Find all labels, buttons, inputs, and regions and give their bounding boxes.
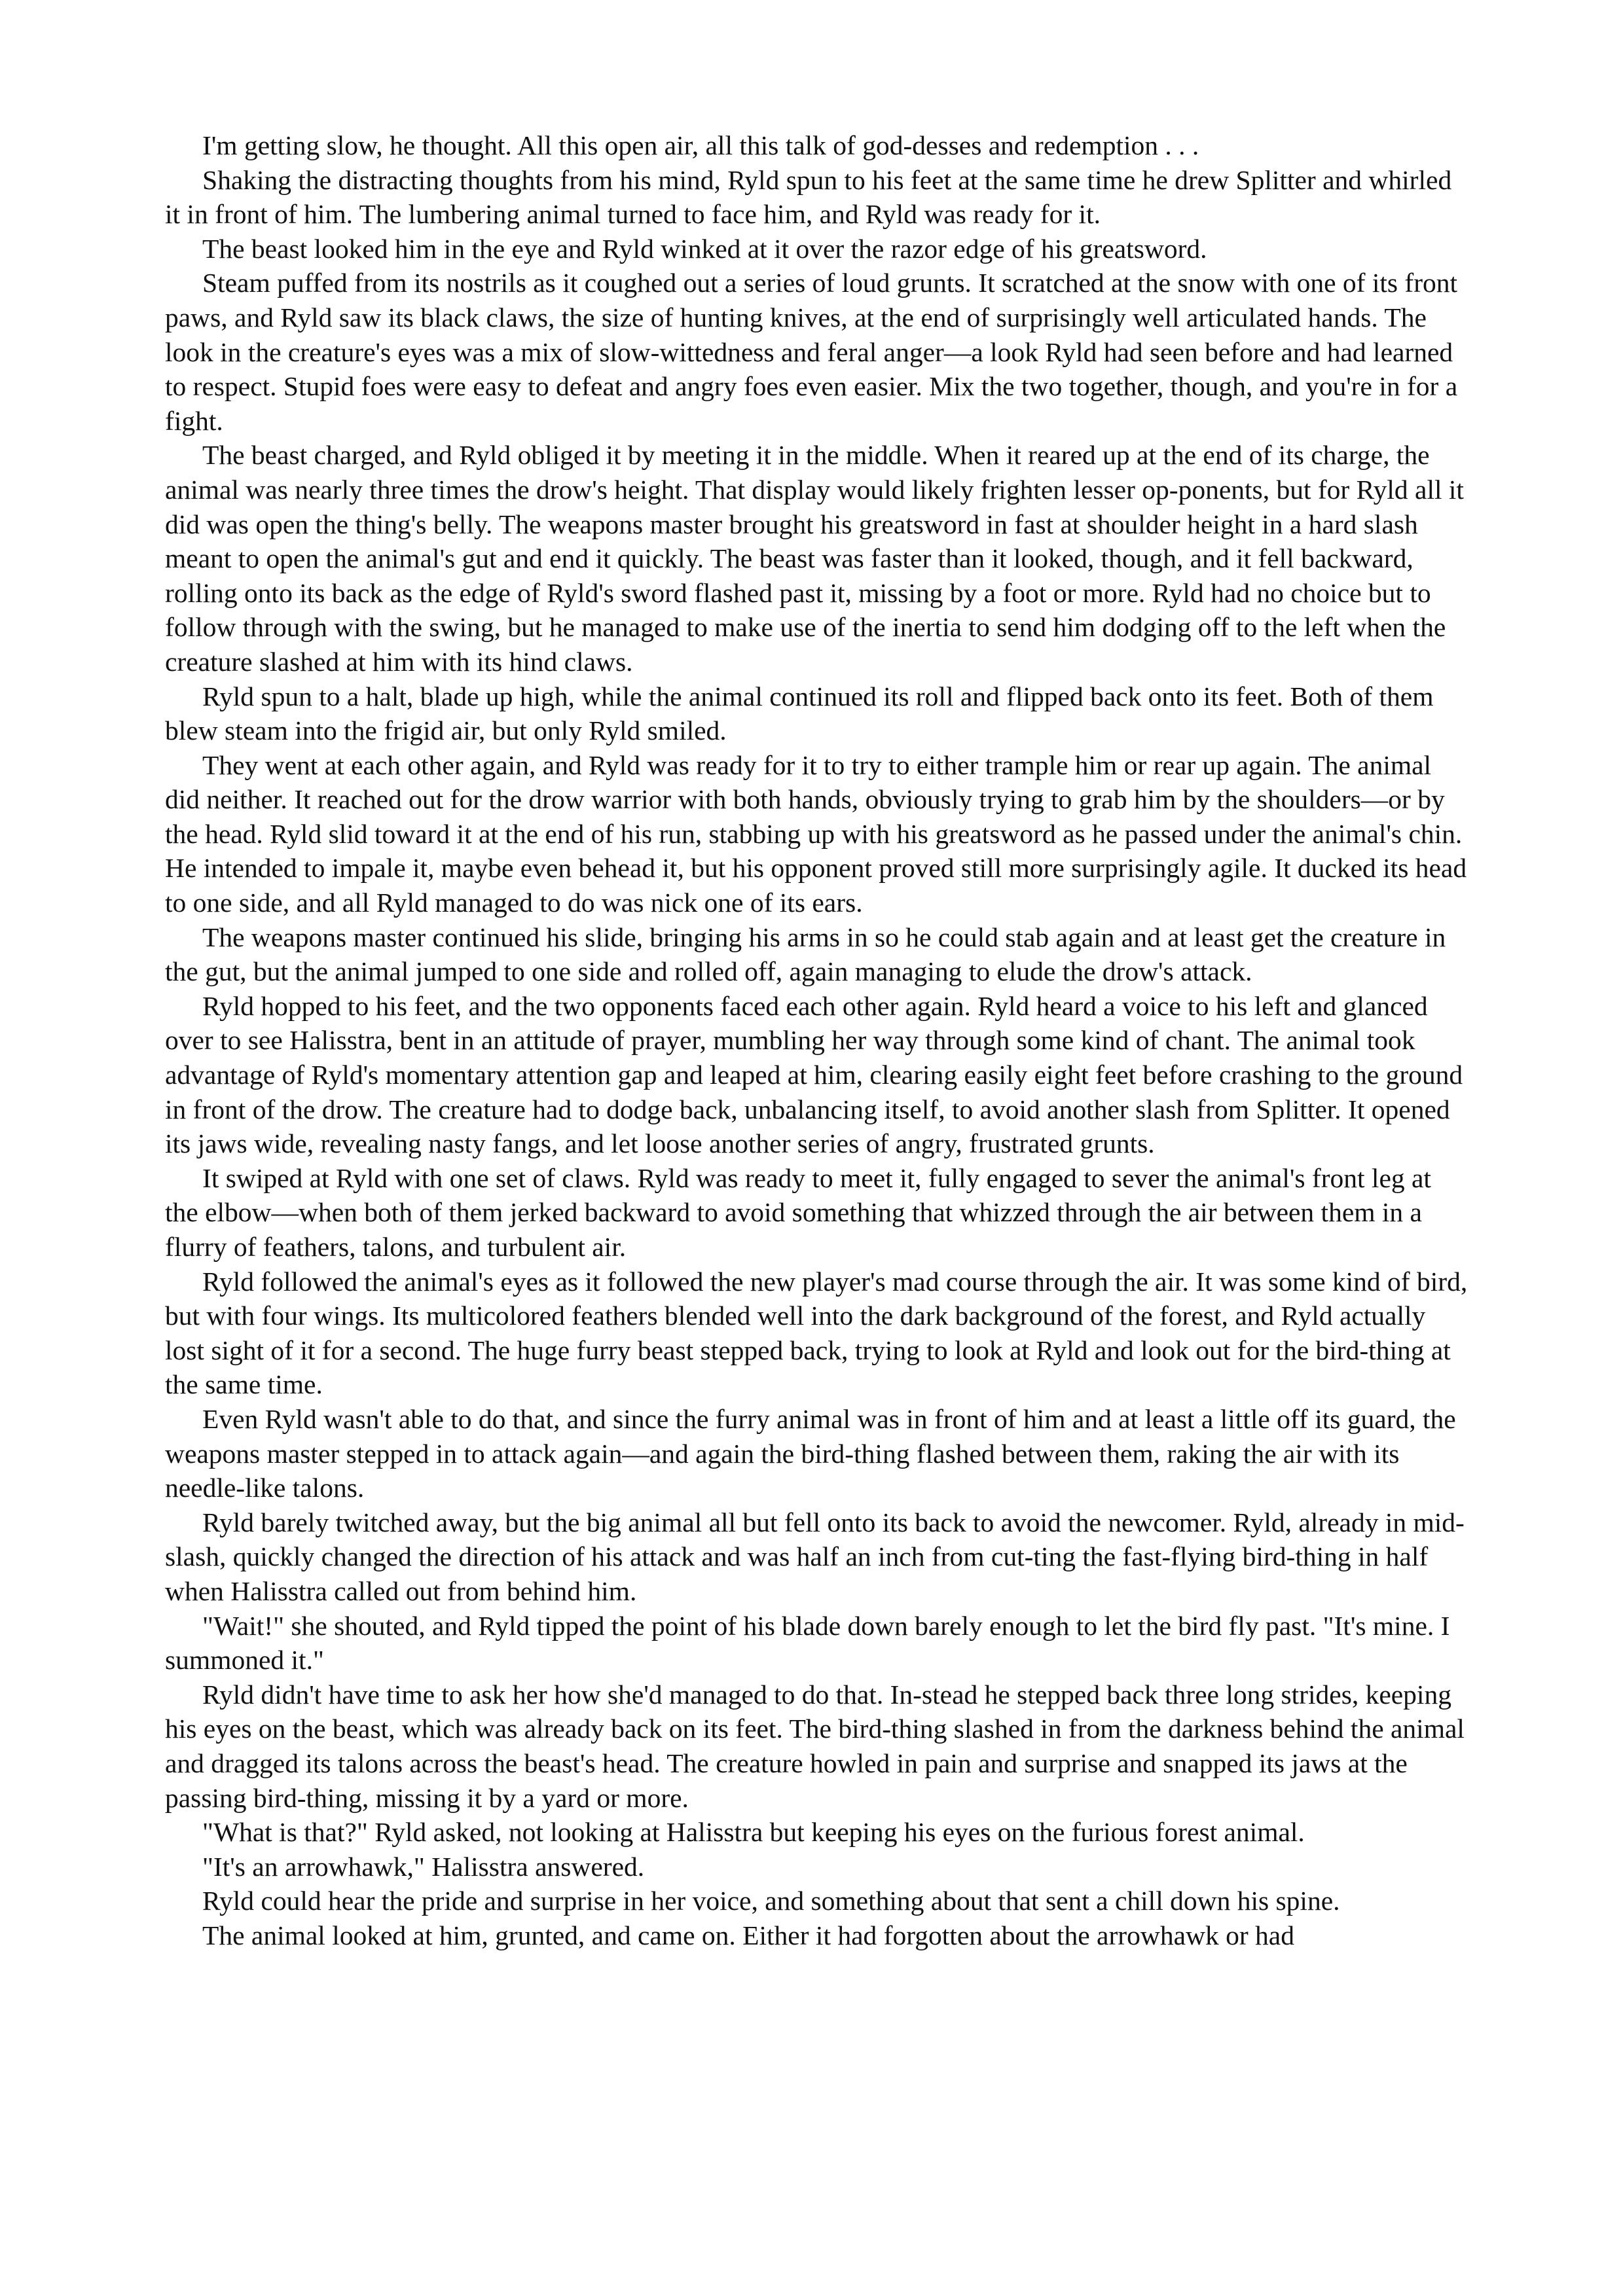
paragraph-12: Even Ryld wasn't able to do that, and since the furry animal was in front of him and at least a little off its guard, the weapons master stepped in to attack again—and again the bird-thing flashed between them, raking the air with its needle-like talons. — [165, 1403, 1456, 1503]
paragraph-14: "Wait!" she shouted, and Ryld tipped the point of his blade down barely enough to let the bird fly past. "It's mine. I summoned it." — [165, 1610, 1450, 1676]
paragraph-17: "It's an arrowhawk," Halisstra answered. — [202, 1851, 645, 1882]
paragraph-3: The beast looked him in the eye and Ryld winked at it over the razor edge of his greatsword. — [202, 233, 1207, 264]
paragraph-10: It swiped at Ryld with one set of claws. Ryld was ready to meet it, fully engaged to sever the animal's front leg at the elbow—when both of them jerked backward to avoid something that whizzed through the air between them in a flurry of feathers, talons, and turbulent air. — [165, 1162, 1431, 1262]
paragraph-1: I'm getting slow, he thought. All this open air, all this talk of god-desses and redemption . . . — [202, 130, 1199, 160]
paragraph-8: The weapons master continued his slide, bringing his arms in so he could stab again and at least get the creature in the gut, but the animal jumped to one side and rolled off, again managing to elude the drow's attack. — [165, 922, 1446, 987]
paragraph-11: Ryld followed the animal's eyes as it followed the new player's mad course through the air. It was some kind of bird, but with four wings. Its multicolored feathers blended well into the dark background of the forest, and Ryld actually lost sight of it for a second. The huge furry beast stepped back, trying to look at Ryld and look out for the bird-thing at the same time. — [165, 1266, 1468, 1400]
paragraph-9: Ryld hopped to his feet, and the two opponents faced each other again. Ryld heard a voice to his left and glanced over to see Halisstra, bent in an attitude of prayer, mumbling her way through some kind of chant. The animal took advantage of Ryld's momentary attention gap and leaped at him, clearing easily eight feet before crashing to the ground in front of the drow. The creature had to dodge back, unbalancing itself, to avoid another slash from Splitter. It opened its jaws wide, revealing nasty fangs, and let loose another series of angry, frustrated grunts. — [165, 990, 1463, 1159]
book-page — [165, 128, 1468, 1952]
paragraph-19: The animal looked at him, grunted, and came on. Either it had forgotten about the arrowhawk or had — [202, 1920, 1294, 1950]
paragraph-15: Ryld didn't have time to ask her how she'd managed to do that. In-stead he stepped back three long strides, keeping his eyes on the beast, which was already back on its feet. The bird-thing slashed in from the darkness behind the animal and dragged its talons across the beast's head. The creature howled in pain and surprise and snapped its jaws at the passing bird-thing, missing it by a yard or more. — [165, 1679, 1465, 1813]
paragraph-7: They went at each other again, and Ryld was ready for it to try to either trample him or rear up again. The animal did neither. It reached out for the drow warrior with both hands, obviously trying to grab him by the shoulders—or by the head. Ryld slid toward it at the end of his run, stabbing up with his greatsword as he passed under the animal's chin. He intended to impale it, maybe even behead it, but his opponent proved still more surprisingly agile. It ducked its head to one side, and all Ryld managed to do was nick one of its ears. — [165, 749, 1467, 918]
paragraph-16: "What is that?" Ryld asked, not looking at Halisstra but keeping his eyes on the furious forest animal. — [202, 1817, 1305, 1848]
paragraph-13: Ryld barely twitched away, but the big animal all but fell onto its back to avoid the newcomer. Ryld, already in mid-slash, quickly changed the direction of his attack and was half an inch from cut-ting the fast-flying bird-thing in half when Halisstra called out from behind him. — [165, 1507, 1465, 1606]
paragraph-6: Ryld spun to a halt, blade up high, while the animal continued its roll and flipped back onto its feet. Both of them blew steam into the frigid air, but only Ryld smiled. — [165, 681, 1434, 746]
paragraph-18: Ryld could hear the pride and surprise in her voice, and something about that sent a chill down his spine. — [202, 1886, 1340, 1916]
paragraph-5: The beast charged, and Ryld obliged it by meeting it in the middle. When it reared up at the end of its charge, the animal was nearly three times the drow's height. That display would likely frighten lesser op-ponents, but for Ryld all it did was open the thing's belly. The weapons master brought his greatsword in fast at shoulder height in a hard slash meant to open the animal's gut and end it quickly. The beast was faster than it looked, though, and it fell backward, rolling onto its back as the edge of Ryld's sword flashed past it, missing by a foot or more. Ryld had no choice but to follow through with the swing, but he managed to make use of the inertia to send him dodging off to the left when the creature slashed at him with its hind claws. — [165, 440, 1464, 677]
paragraph-2: Shaking the distracting thoughts from his mind, Ryld spun to his feet at the same time he drew Splitter and whirled it in front of him. The lumbering animal turned to face him, and Ryld was ready for it. — [165, 164, 1452, 230]
paragraph-4: Steam puffed from its nostrils as it coughed out a series of loud grunts. It scratched at the snow with one of its front paws, and Ryld saw its black claws, the size of hunting knives, at the end of surprisingly well articulated hands. The look in the creature's eyes was a mix of slow-wittedness and feral anger—a look Ryld had seen before and had learned to respect. Stupid foes were easy to defeat and angry foes even easier. Mix the two together, though, and you're in for a fight. — [165, 268, 1458, 436]
